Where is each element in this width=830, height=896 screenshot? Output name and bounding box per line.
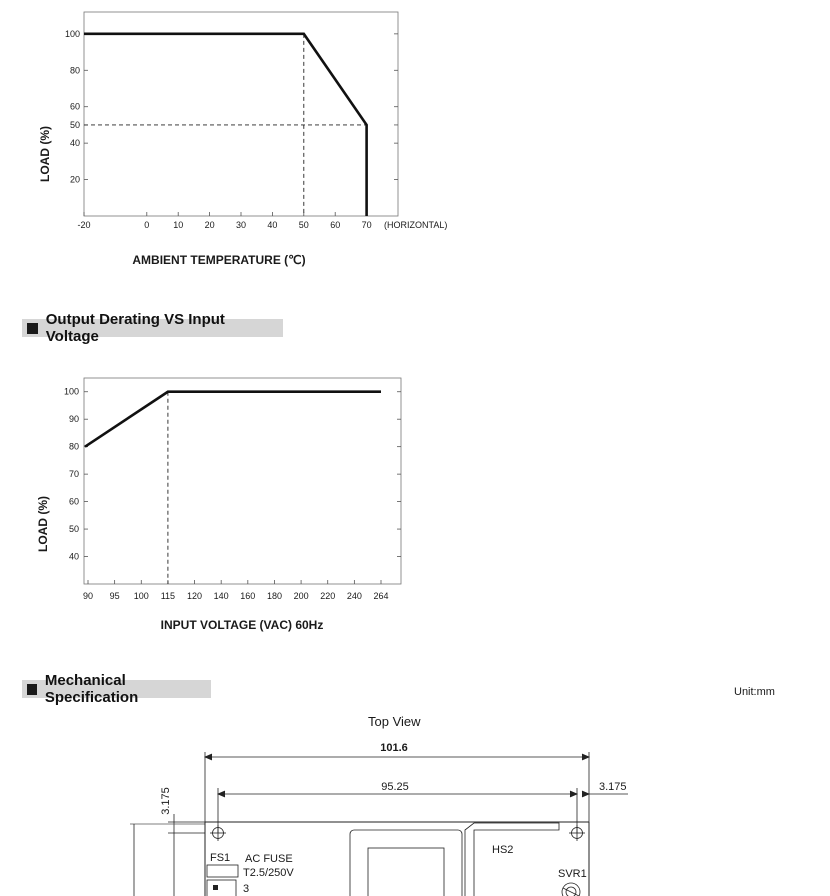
- x-tick-label: 90: [82, 591, 94, 601]
- transformer: [350, 830, 462, 896]
- dimension-hole-spacing-value: 95.25: [381, 781, 409, 793]
- x-tick-label: 200: [293, 591, 309, 601]
- heatsink: [465, 823, 559, 896]
- connector-pin-label: 3: [243, 883, 250, 895]
- dimension-top-offset-value: 3.175: [160, 787, 172, 815]
- y-tick-label: 70: [68, 469, 79, 480]
- svr-icon: [562, 883, 580, 896]
- x-tick-label: 160: [240, 591, 256, 601]
- x-tick-label: 20: [204, 220, 215, 230]
- heatsink-ref: HS2: [492, 844, 514, 856]
- x-tick-label: 50: [298, 220, 309, 230]
- dimension-overall-width-value: 101.6: [380, 742, 408, 754]
- x-tick-label: 10: [173, 220, 184, 230]
- x-tick-label: 180: [266, 591, 282, 601]
- y-tick-label: 50: [69, 119, 80, 130]
- x-tick-label: 220: [320, 591, 336, 601]
- x-tick-label: 140: [213, 591, 229, 601]
- dimension-top-offset: [130, 814, 205, 896]
- y-tick-label: 60: [69, 101, 80, 112]
- y-tick-label: 90: [68, 414, 79, 425]
- y-tick-label: 100: [63, 386, 79, 397]
- x-tick-label: 264: [373, 591, 389, 601]
- y-tick-label: 60: [68, 496, 79, 507]
- chart1-x-suffix: (HORIZONTAL): [384, 220, 448, 230]
- unit-label: Unit:mm: [734, 686, 775, 698]
- x-tick-label: 120: [187, 591, 203, 601]
- mounting-hole-right: [569, 825, 585, 841]
- connector: [207, 880, 236, 896]
- x-tick-label: 240: [346, 591, 362, 601]
- x-tick-label: 70: [361, 220, 372, 230]
- top-view-label: Top View: [368, 714, 421, 729]
- chart1-y-axis-title: LOAD (%): [38, 126, 52, 182]
- y-tick-label: 80: [68, 441, 79, 452]
- section-title-output-derating: Output Derating VS Input Voltage: [45, 311, 225, 345]
- x-tick-label: 115: [160, 591, 176, 601]
- y-tick-label: 50: [68, 524, 79, 535]
- mounting-hole-left: [210, 825, 226, 841]
- x-tick-label: 40: [267, 220, 278, 230]
- y-tick-label: 100: [64, 28, 80, 39]
- fuse-ref: FS1: [210, 852, 231, 864]
- x-tick-label: 0: [144, 220, 150, 230]
- y-tick-label: 40: [68, 551, 79, 562]
- x-tick-label: 60: [330, 220, 341, 230]
- chart2-x-axis-title: INPUT VOLTAGE (VAC) 60Hz: [160, 618, 324, 632]
- y-tick-label: 20: [69, 174, 80, 185]
- y-tick-label: 40: [69, 138, 80, 149]
- y-tick-label: 80: [69, 65, 80, 76]
- x-tick-label: 100: [133, 591, 149, 601]
- chart2-y-axis-title: LOAD (%): [36, 496, 50, 552]
- fuse-body: [207, 865, 238, 877]
- fuse-rating: T2.5/250V: [243, 867, 294, 879]
- chart1-x-axis-title: AMBIENT TEMPERATURE (℃): [132, 253, 306, 267]
- section-title-mechanical: Mechanical Specification: [44, 672, 139, 706]
- dimension-hole-spacing: [218, 788, 577, 833]
- x-tick-label: 30: [235, 220, 247, 230]
- x-tick-label: 95: [109, 591, 120, 601]
- fuse-name: AC FUSE: [245, 853, 293, 865]
- svr-ref: SVR1: [558, 868, 587, 880]
- dimension-right-offset-value: 3.175: [599, 781, 627, 793]
- x-tick-label: -20: [77, 220, 91, 230]
